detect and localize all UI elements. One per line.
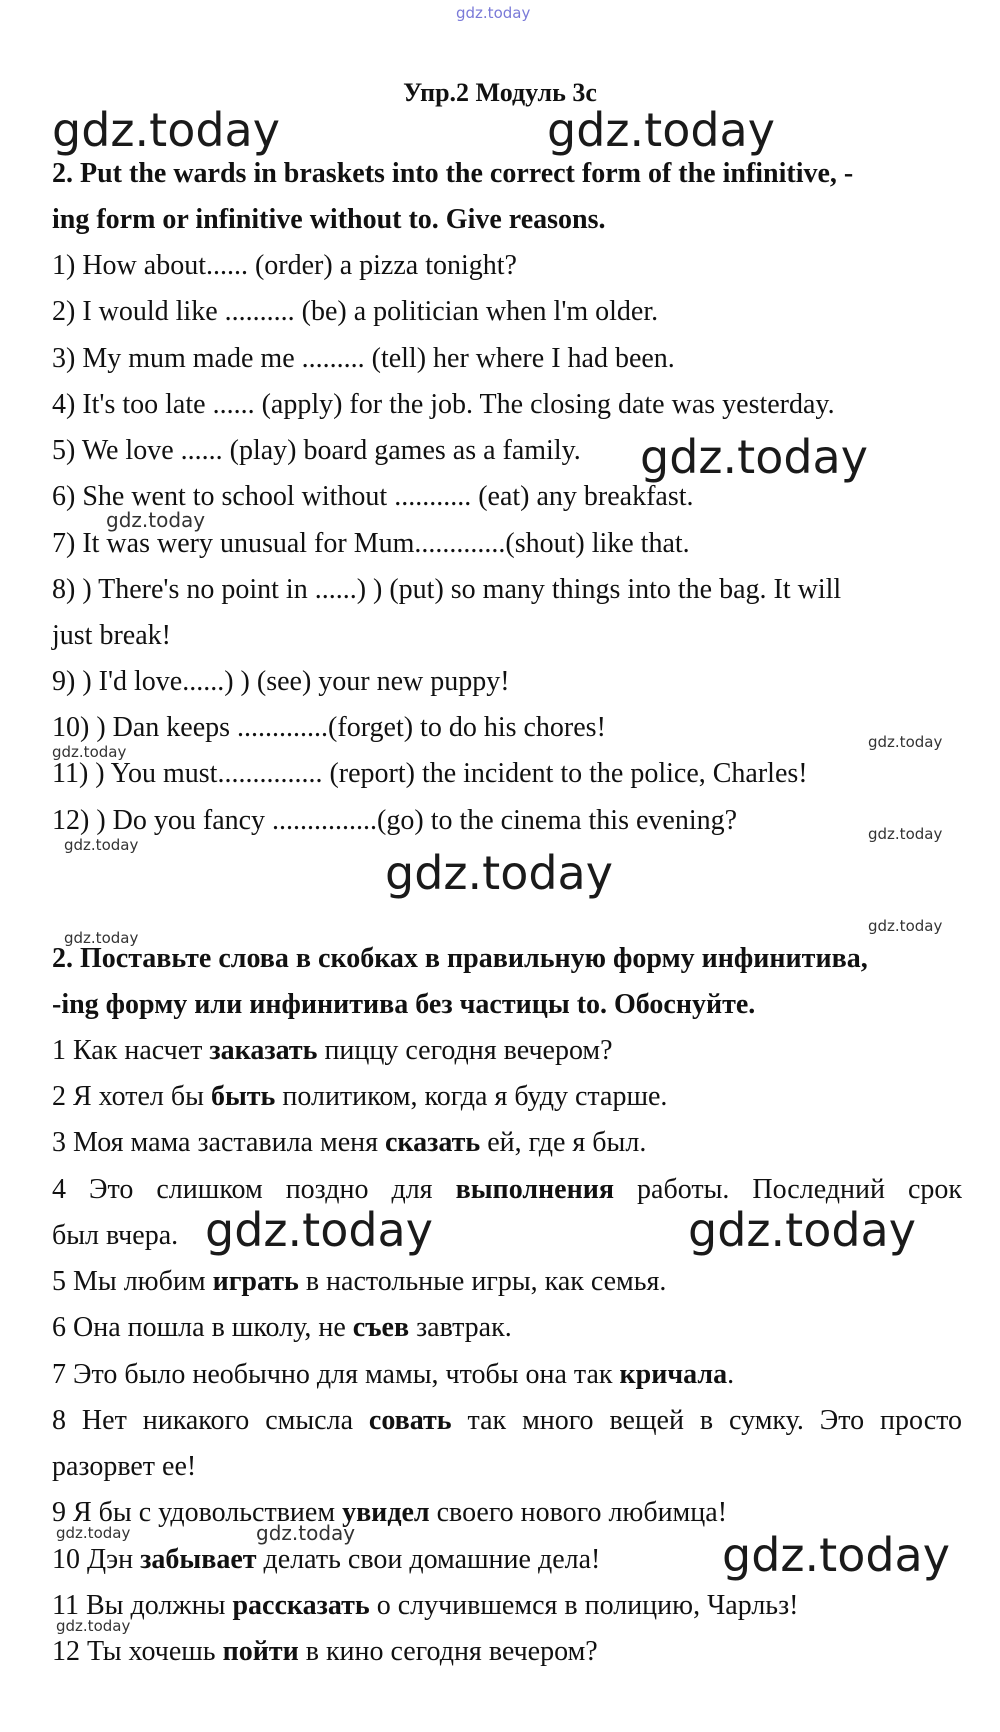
exercise-item-en: 3) My mum made me ......... (tell) her where I had been.	[52, 343, 675, 374]
exercise-item-ru: 2 Я хотел бы быть политиком, когда я буду старше.	[52, 1081, 668, 1112]
task-heading-ru: -ing форму или инфинитива без частицы to. Обоснуйте.	[52, 989, 756, 1020]
answer-word: совать	[368, 1405, 452, 1436]
answer-word: пойти	[222, 1636, 299, 1667]
exercise-item-en: 7) It was wery unusual for Mum.............(shout) like that.	[52, 528, 690, 559]
exercise-item-ru: 10 Дэн забывает делать свои домашние дела!	[52, 1544, 601, 1575]
exercise-item-ru: был вчера.	[52, 1220, 179, 1251]
watermark-small: gdz.today	[64, 929, 139, 947]
watermark: gdz.today	[722, 1528, 950, 1582]
watermark-small: gdz.today	[868, 917, 943, 935]
answer-word: кричала	[619, 1359, 728, 1390]
answer-word: сказать	[385, 1127, 481, 1158]
answer-word: забывает	[140, 1544, 257, 1575]
watermark-small: gdz.today	[868, 733, 943, 751]
exercise-item-en: 12) ) Do you fancy ...............(go) to the cinema this evening?	[52, 805, 738, 836]
exercise-item-ru: 9 Я бы с удовольствием увидел своего нового любимца!	[52, 1497, 728, 1528]
exercise-item-en: 4) It's too late ...... (apply) for the job. The closing date was yesterday.	[52, 389, 835, 420]
watermark: gdz.today	[547, 103, 775, 157]
watermark-small: gdz.today	[52, 743, 127, 761]
watermark: gdz.today	[385, 846, 613, 900]
exercise-item-ru: 7 Это было необычно для мамы, чтобы она так кричала.	[52, 1359, 735, 1390]
answer-word: съев	[352, 1312, 410, 1343]
exercise-item-en: 11) ) You must............... (report) the incident to the police, Charles!	[52, 758, 808, 789]
watermark: gdz.today	[52, 103, 280, 157]
exercise-item-ru: 12 Ты хочешь пойти в кино сегодня вечером?	[52, 1636, 598, 1667]
exercise-item-ru: 3 Моя мама заставила меня сказать ей, где я был.	[52, 1127, 647, 1158]
watermark-small: gdz.today	[868, 825, 943, 843]
watermark: gdz.today	[640, 430, 868, 484]
task-heading-en: ing form or infinitive without to. Give reasons.	[52, 204, 606, 235]
answer-word: рассказать	[232, 1590, 370, 1621]
answer-word: выполнения	[455, 1174, 615, 1205]
exercise-item-en: 9) ) I'd love......) ) (see) your new puppy!	[52, 666, 510, 697]
answer-word: играть	[212, 1266, 299, 1297]
task-heading-en: 2. Put the wards in braskets into the correct form of the infinitive, -	[52, 158, 854, 189]
exercise-item-en: 6) She went to school without ........... (eat) any breakfast.	[52, 481, 694, 512]
answer-word: быть	[210, 1081, 276, 1112]
exercise-item-ru: 1 Как насчет заказать пиццу сегодня вечером?	[52, 1035, 613, 1066]
exercise-item-ru: 5 Мы любим играть в настольные игры, как семья.	[52, 1266, 667, 1297]
exercise-item-ru: разорвет ее!	[52, 1451, 197, 1482]
exercise-item-en: 5) We love ...... (play) board games as a family.	[52, 435, 581, 466]
page-title: Упр.2 Модуль 3с	[403, 78, 597, 107]
exercise-item-en: 2) I would like .......... (be) a politician when l'm older.	[52, 296, 659, 327]
watermark-small: gdz.today	[56, 1524, 131, 1542]
exercise-item-ru: 8 Нет никакого смысла совать так много вещей в сумку. Это просто	[52, 1405, 963, 1436]
exercise-item-en: 10) ) Dan keeps .............(forget) to do his chores!	[52, 712, 606, 743]
exercise-item-ru: 4 Это слишком поздно для выполнения работы. Последний срок	[52, 1174, 962, 1205]
answer-word: заказать	[209, 1035, 318, 1066]
task-heading-ru: 2. Поставьте слова в скобках в правильную форму инфинитива,	[52, 943, 868, 974]
watermark: gdz.today	[205, 1203, 433, 1257]
exercise-item-en: 8) ) There's no point in ......) ) (put) so many things into the bag. It will	[52, 574, 842, 605]
watermark-small: gdz.today	[56, 1617, 131, 1635]
exercise-item-en: just break!	[52, 620, 171, 651]
watermark-top: gdz.today	[456, 4, 531, 22]
exercise-item-ru: 6 Она пошла в школу, не съев завтрак.	[52, 1312, 512, 1343]
watermark-small: gdz.today	[64, 836, 139, 854]
exercise-item-en: 1) How about...... (order) a pizza tonight?	[52, 250, 517, 281]
watermark: gdz.today	[688, 1203, 916, 1257]
answer-word: увидел	[342, 1497, 430, 1528]
watermark-small: gdz.today	[106, 508, 206, 532]
watermark-small: gdz.today	[256, 1521, 356, 1545]
exercise-item-ru: 11 Вы должны рассказать о случившемся в полицию, Чарльз!	[52, 1590, 799, 1621]
